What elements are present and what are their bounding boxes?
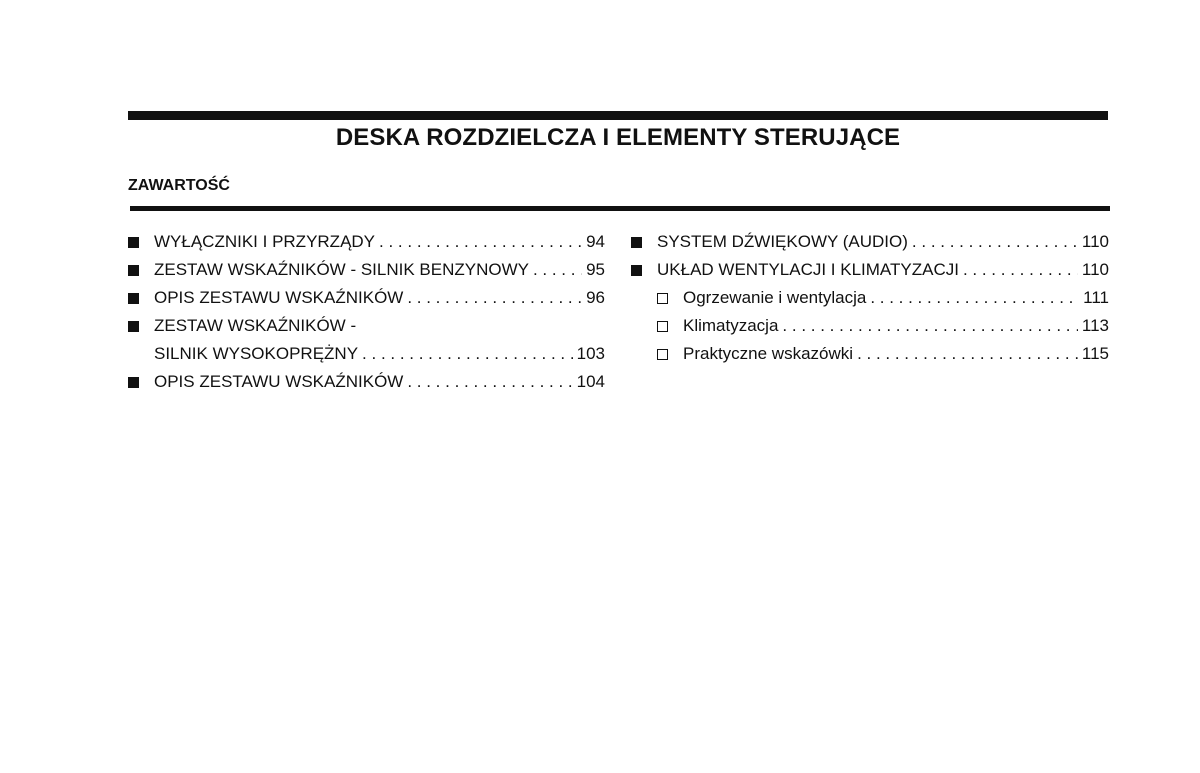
page-title: DESKA ROZDZIELCZA I ELEMENTY STERUJĄCE bbox=[335, 124, 901, 151]
toc-entry-label: ZESTAW WSKAŹNIKÓW - SILNIK BENZYNOWY bbox=[154, 260, 529, 279]
filled-square-bullet-icon bbox=[631, 265, 642, 276]
dot-leader bbox=[379, 230, 582, 254]
dot-leader bbox=[782, 314, 1077, 338]
toc-entry-page: 104 bbox=[576, 372, 605, 391]
toc-entry-page: 95 bbox=[586, 260, 605, 279]
toc-entry[interactable] bbox=[631, 230, 1109, 258]
toc-entry[interactable] bbox=[128, 370, 605, 398]
dot-leader bbox=[912, 230, 1078, 254]
toc-right-column bbox=[631, 230, 1109, 370]
dot-leader bbox=[533, 258, 582, 282]
filled-square-bullet-icon bbox=[128, 293, 139, 304]
dot-leader bbox=[407, 286, 582, 310]
toc-entry-label: SILNIK WYSOKOPRĘŻNY bbox=[154, 344, 359, 363]
toc-entry-label: Praktyczne wskazówki bbox=[683, 344, 854, 363]
toc-entry-label: OPIS ZESTAWU WSKAŹNIKÓW bbox=[154, 372, 404, 391]
toc-subentry[interactable] bbox=[631, 286, 1109, 314]
toc-entry-label-line1: ZESTAW WSKAŹNIKÓW - bbox=[154, 316, 357, 335]
toc-entry-page: 94 bbox=[586, 232, 605, 251]
filled-square-bullet-icon bbox=[128, 265, 139, 276]
toc-entry-page: 103 bbox=[576, 344, 605, 363]
toc-entry[interactable] bbox=[631, 258, 1109, 286]
toc-entry-page: 96 bbox=[586, 288, 605, 307]
filled-square-bullet-icon bbox=[631, 237, 642, 248]
toc-entry[interactable] bbox=[128, 230, 605, 258]
dot-leader bbox=[407, 370, 572, 394]
toc-subentry[interactable] bbox=[631, 314, 1109, 342]
toc-entry[interactable] bbox=[128, 314, 605, 342]
toc-entry-label: UKŁAD WENTYLACJI I KLIMATYZACJI bbox=[657, 260, 959, 279]
toc-entry-page: 110 bbox=[1081, 260, 1109, 279]
section-rule bbox=[130, 206, 1110, 211]
dot-leader bbox=[857, 342, 1078, 366]
toc-left-column bbox=[128, 230, 605, 398]
toc-entry-label: Klimatyzacja bbox=[683, 316, 779, 335]
open-square-bullet-icon bbox=[657, 293, 668, 304]
dot-leader bbox=[362, 342, 573, 366]
toc-entry-label: OPIS ZESTAWU WSKAŹNIKÓW bbox=[154, 288, 404, 307]
toc-entry-page: 110 bbox=[1081, 232, 1109, 251]
filled-square-bullet-icon bbox=[128, 237, 139, 248]
toc-subentry[interactable] bbox=[631, 342, 1109, 370]
dot-leader bbox=[870, 286, 1079, 310]
open-square-bullet-icon bbox=[657, 321, 668, 332]
toc-entry-label: SYSTEM DŹWIĘKOWY (AUDIO) bbox=[657, 232, 908, 251]
toc-entry[interactable] bbox=[128, 286, 605, 314]
filled-square-bullet-icon bbox=[128, 321, 139, 332]
toc-entry-page: 111 bbox=[1083, 288, 1109, 307]
toc-entry[interactable] bbox=[128, 258, 605, 286]
toc-entry-label: Ogrzewanie i wentylacja bbox=[683, 288, 867, 307]
toc-entry-page: 113 bbox=[1081, 316, 1109, 335]
dot-leader bbox=[963, 258, 1078, 282]
filled-square-bullet-icon bbox=[128, 377, 139, 388]
toc-entry-page: 115 bbox=[1081, 344, 1109, 363]
top-rule bbox=[128, 111, 1108, 120]
section-subtitle: ZAWARTOŚĆ bbox=[128, 177, 230, 194]
toc-entry-label: WYŁĄCZNIKI I PRZYRZĄDY bbox=[154, 232, 376, 251]
open-square-bullet-icon bbox=[657, 349, 668, 360]
toc-entry-continuation[interactable] bbox=[128, 342, 605, 370]
